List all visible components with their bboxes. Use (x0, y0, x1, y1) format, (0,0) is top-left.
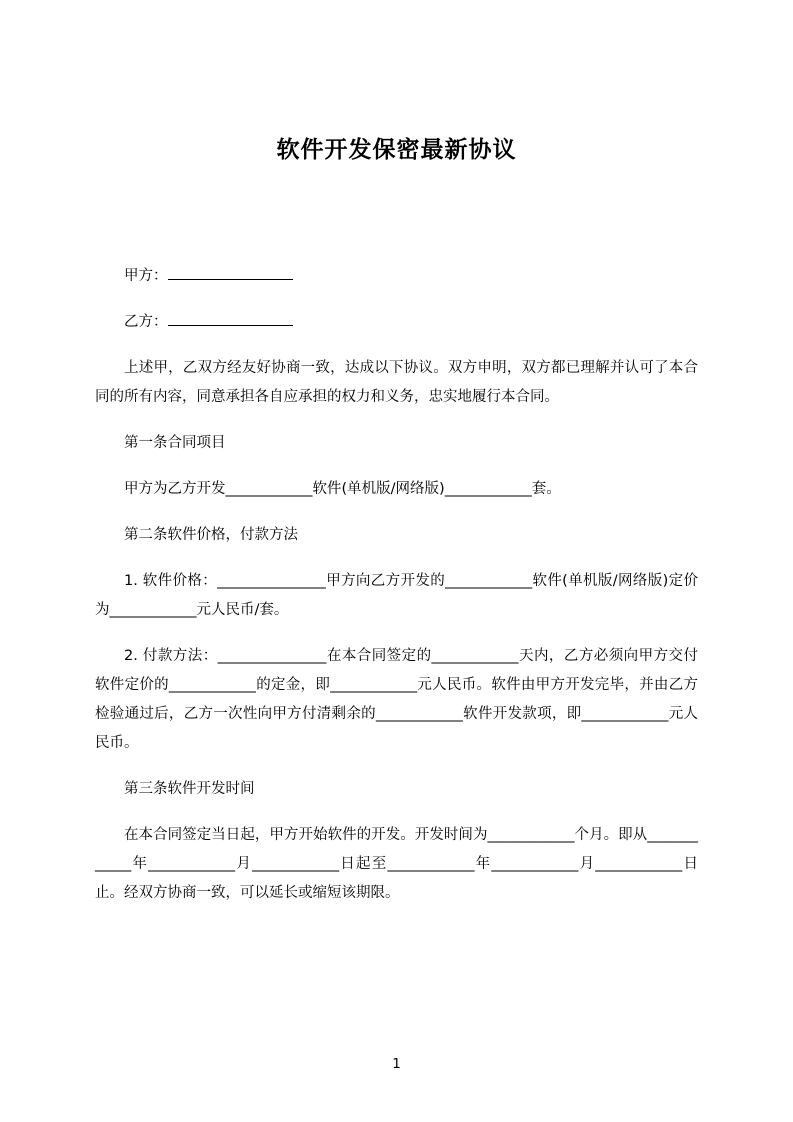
section-heading-2: 第二条软件价格，付款方法 (124, 527, 298, 544)
page-number: 1 (392, 1056, 401, 1072)
party-line-first (95, 262, 698, 291)
party-label-second: 乙方： (124, 314, 168, 331)
page-title: 软件开发保密最新协议 (276, 137, 517, 163)
section-heading-3: 第三条软件开发时间 (124, 781, 255, 798)
section-heading-1: 第一条合同项目 (124, 435, 226, 452)
section-2-paragraph-2: 2. 付款方法：_______________在本合同签定的____________天内，乙方必须向甲方交付软件定价的____________的定金，即____________元人民币。软件由甲方开发完毕，并由乙方检验通过后，乙方一次性向甲方付清剩余的____________软件开发款项，即____________元人民币。 (95, 648, 698, 752)
document-body (95, 262, 698, 908)
section-3-paragraph-1: 在本合同签定当日起，甲方开始软件的开发。开发时间为____________个月。即从____________年____________月____________日起至____________年____________月____________日止。经双方协商一致，可以延长或缩短该期限。 (95, 827, 698, 902)
document-content (95, 0, 698, 925)
party-blank-first[interactable] (168, 279, 293, 280)
party-line-second (95, 308, 698, 337)
preamble-paragraph: 上述甲，乙双方经友好协商一致，达成以下协议。双方申明，双方都已理解并认可了本合同的所有内容，同意承担各自应承担的权力和义务，忠实地履行本合同。 (95, 360, 698, 406)
section-1-paragraph-1: 甲方为乙方开发____________软件(单机版/网络版)____________套。 (124, 481, 561, 498)
party-label-first: 甲方： (124, 268, 168, 285)
section-2-paragraph-1: 1. 软件价格：_______________甲方向乙方开发的____________软件(单机版/网络版)定价为____________元人民币/套。 (95, 573, 698, 619)
party-blank-second[interactable] (168, 325, 293, 326)
